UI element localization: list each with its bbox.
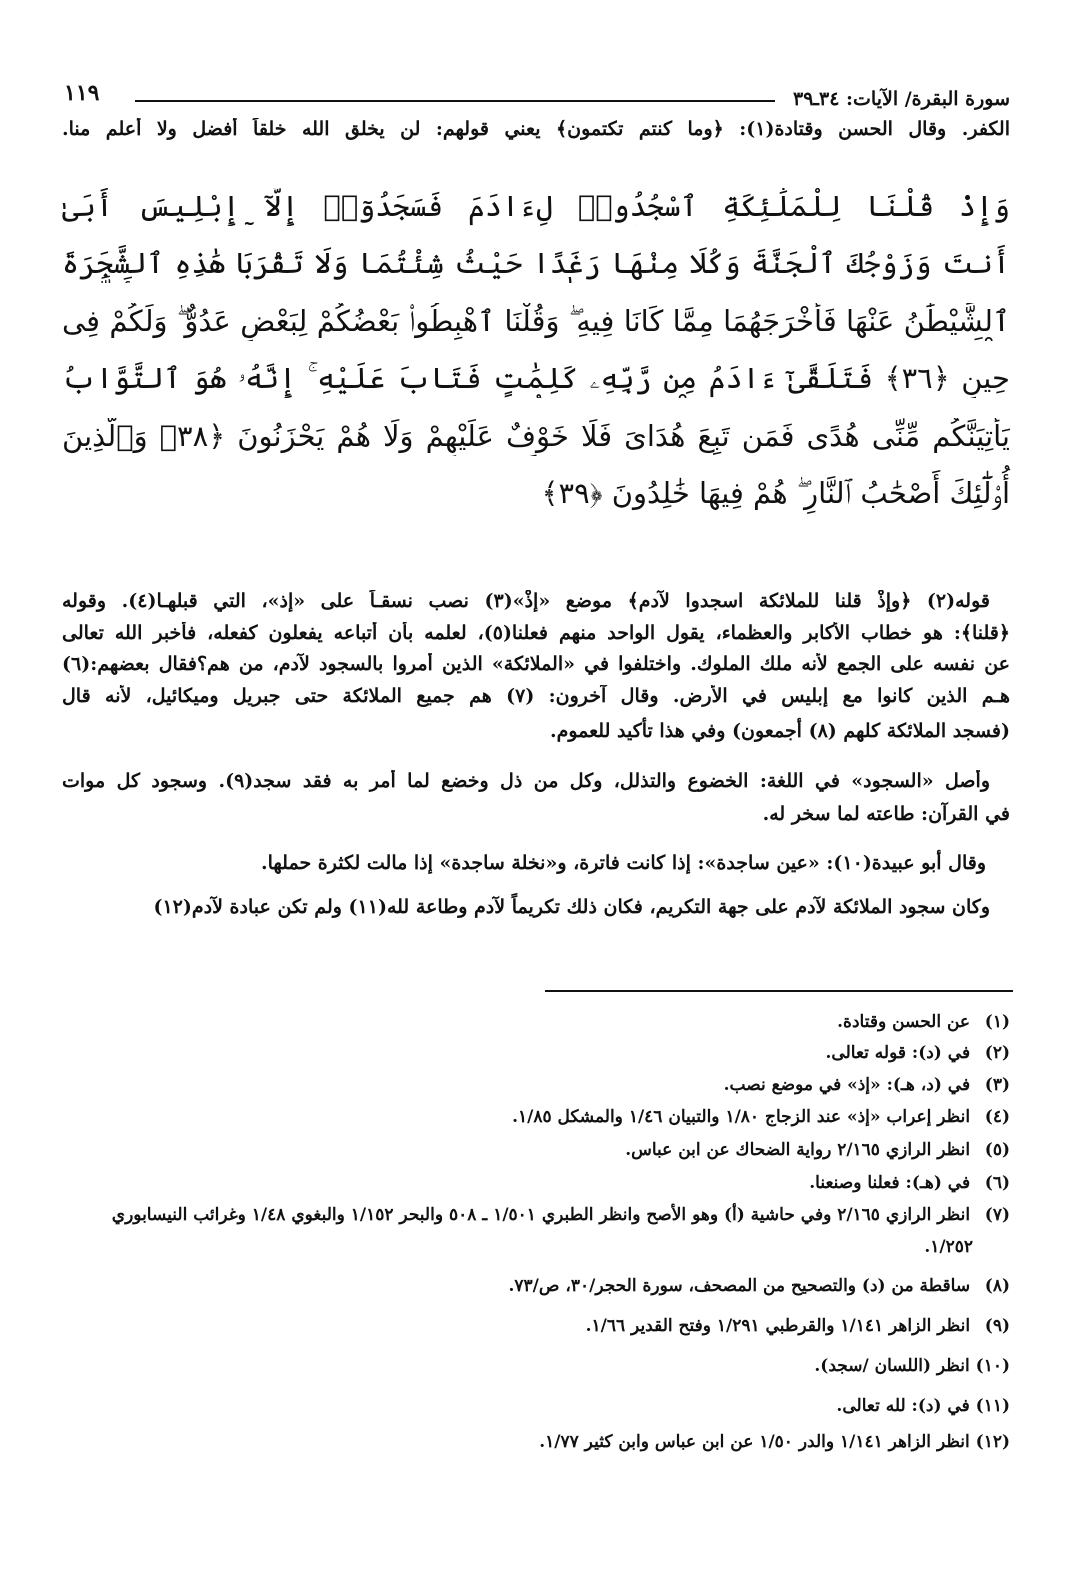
- running-header-title: سورة البقرة/ الآيات: ٣٤ـ٣٩: [792, 88, 1010, 110]
- footnote-text: انظر الزاهر ١/١٤١ والقرطبي ١/٢٩١ وفتح القدير ١/٦٦.: [585, 1316, 971, 1336]
- footnote-continuation: ١/٢٥٢.: [924, 1237, 973, 1257]
- page-number: ١١٩: [64, 80, 100, 106]
- footnote-text: انظر إعراب «إذ» عند الزجاج ١/٨٠ والتبيان ١/٤٦ والمشكل ١/٨٥.: [512, 1107, 971, 1127]
- quran-line: ٱلشَّيْطَٰنُ عَنْهَا فَأَخْرَجَهُمَا مِمَّا كَانَا فِيهِ ۖ وَقُلْنَا ٱهْبِطُوا۟ بَعْضُكُمْ لِبَعْضٍ عَدُوٌّ ۖ وَلَكُمْ فِى: [62, 304, 1010, 338]
- intro-line: الكفر. وقال الحسن وقتادة(١): ﴿وما كنتم تكتمون﴾ يعني قولهم: لن يخلق الله خلقاً أفضل ولا أعلم منا.: [62, 118, 1010, 140]
- footnote: [539, 1432, 1010, 1452]
- footnote: [724, 1075, 1010, 1095]
- footnote-number: (٧): [984, 1205, 1010, 1225]
- footnote: [512, 1107, 1010, 1127]
- footnote-number: (٤): [984, 1107, 1010, 1127]
- footnote-number: (١): [984, 1012, 1010, 1032]
- footnote-text: في (د): قوله تعالى.: [825, 1043, 971, 1063]
- footnote: [508, 1276, 1010, 1296]
- footnote-number: (٢): [984, 1043, 1010, 1063]
- commentary-line: (فسجد الملائكة كلهم (٨) أجمعون) وفي هذا تأكيد للعموم.: [549, 720, 1010, 742]
- commentary-line: عن نفسه على الجمع لأنه ملك الملوك. واختلفوا في «الملائكة» الذين أمروا بالسجود لآدم، من هم؟فقال بعضهم:(٦): [62, 653, 1010, 675]
- commentary-line: وقال أبو عبيدة(١٠): «عين ساجدة»: إذا كانت فاترة، و«نخلة ساجدة» إذا مالت لكثرة حملها.: [261, 852, 986, 874]
- commentary-line: وأصل «السجود» في اللغة: الخضوع والتذلل، وكل من ذل وخضع لما أمر به فقد سجد(٩). وسجود كل موات: [62, 770, 990, 792]
- footnote-number: (٩): [984, 1316, 1010, 1336]
- footnote: [836, 1396, 1010, 1416]
- footnote: [586, 1316, 1010, 1336]
- footnote-number: (٨): [984, 1276, 1010, 1296]
- footnote-text: في (د، هـ): «إذ» في موضع نصب.: [723, 1075, 971, 1095]
- commentary-line: في القرآن: طاعته لما سخر له.: [762, 803, 1010, 825]
- footnote-separator: [545, 990, 1013, 992]
- footnote: [837, 1012, 1010, 1032]
- footnote: [809, 1173, 1010, 1193]
- quran-line: حِينٍ ﴿٣٦﴾ فَتَلَقَّىٰٓ ءَادَمُ مِن رَّبِّهِۦ كَلِمَٰتٍ فَتَابَ عَلَيْهِ ۚ إِنَّهُۥ هُوَ ٱلتَّوَّابُ: [62, 361, 1010, 395]
- footnote: [112, 1205, 1010, 1225]
- footnote-text: ساقطة من (د) والتصحيح من المصحف، سورة الحجر/٣٠، ص/٧٣.: [508, 1276, 971, 1296]
- footnote-text: عن الحسن وقتادة.: [837, 1012, 971, 1032]
- commentary-line: ﴿قلنا﴾: هو خطاب الأكابر والعظماء، يقول الواحد منهم فعلنا(٥)، لعلمه بأن أتباعه يفعلون كفعله، فأخبر الله تعالى: [62, 622, 1010, 644]
- quran-line: وَإِذْ قُلْنَا لِلْمَلَٰٓئِكَةِ ٱسْجُدُوا۟ لِءَادَمَ فَسَجَدُوٓا۟ إِلَّآ إِبْلِيسَ أَبَىٰ: [62, 189, 1010, 223]
- footnote-number: (٣): [984, 1075, 1010, 1095]
- footnote-number: (١٠): [975, 1356, 1010, 1376]
- footnote-number: (٥): [984, 1140, 1010, 1160]
- quran-line: أَنتَ وَزَوْجُكَ ٱلْجَنَّةَ وَكُلَا مِنْهَا رَغَدًا حَيْثُ شِئْتُمَا وَلَا تَقْرَبَا هَٰذِهِ ٱلشَّجَرَةَ: [62, 246, 1010, 280]
- quran-line: يَأْتِيَنَّكُم مِّنِّى هُدًى فَمَن تَبِعَ هُدَاىَ فَلَا خَوْفٌ عَلَيْهِمْ وَلَا هُمْ يَحْزَنُونَ ﴿٣٨﴾ وَٱلَّذِينَ: [62, 419, 1010, 453]
- footnote-text: انظر الزاهر ١/١٤١ والدر ١/٥٠ عن ابن عباس وابن كثير ١/٧٧.: [539, 1432, 970, 1452]
- commentary-line: وكان سجود الملائكة لآدم على جهة التكريم، فكان ذلك تكريماً لآدم وطاعة لله(١١) ولم تكن عبادة لآدم(١٢): [153, 896, 990, 918]
- commentary-line: قوله(٢) ﴿وإذْ قلنا للملائكة اسجدوا لآدم﴾ موضع «إذْ»(٣) نصب نسقـاً على «إذ»، التي قبلهـا(٤). وقوله: [62, 590, 990, 612]
- header-rule: [135, 100, 775, 102]
- footnote-text: انظر (اللسان /سجد).: [814, 1356, 970, 1376]
- footnote: [625, 1140, 1010, 1160]
- footnote-number: (١١): [975, 1396, 1010, 1416]
- footnote-text: في (هـ): فعلنا وصنعنا.: [809, 1173, 971, 1193]
- footnote-number: (٦): [984, 1173, 1010, 1193]
- commentary-line: هـم الذين كانوا مع إبليس في الأرض. وقال آخرون: (٧) هم جميع الملائكة حتى جبريل وميكائيل، لأنه قال: [62, 685, 1010, 707]
- footnote-text: انظر الرازي ٢/١٦٥ وفي حاشية (أ) وهو الأصح وانظر الطبري ١/٥٠١ ـ ٥٠٨ والبحر ١/١٥٢ والبغوي ١/٤٨ وغرائب النيسابوري: [111, 1205, 971, 1225]
- footnote-text: انظر الرازي ٢/١٦٥ رواية الضحاك عن ابن عباس.: [625, 1140, 971, 1160]
- footnote: [814, 1356, 1010, 1376]
- quran-line: أُو۟لَٰٓئِكَ أَصْحَٰبُ ٱلنَّارِ ۖ هُمْ فِيهَا خَٰلِدُونَ ﴿٣٩﴾: [541, 476, 1010, 510]
- footnote-text: في (د): لله تعالى.: [836, 1396, 970, 1416]
- footnote-number: (١٢): [975, 1432, 1010, 1452]
- footnote: [826, 1043, 1011, 1063]
